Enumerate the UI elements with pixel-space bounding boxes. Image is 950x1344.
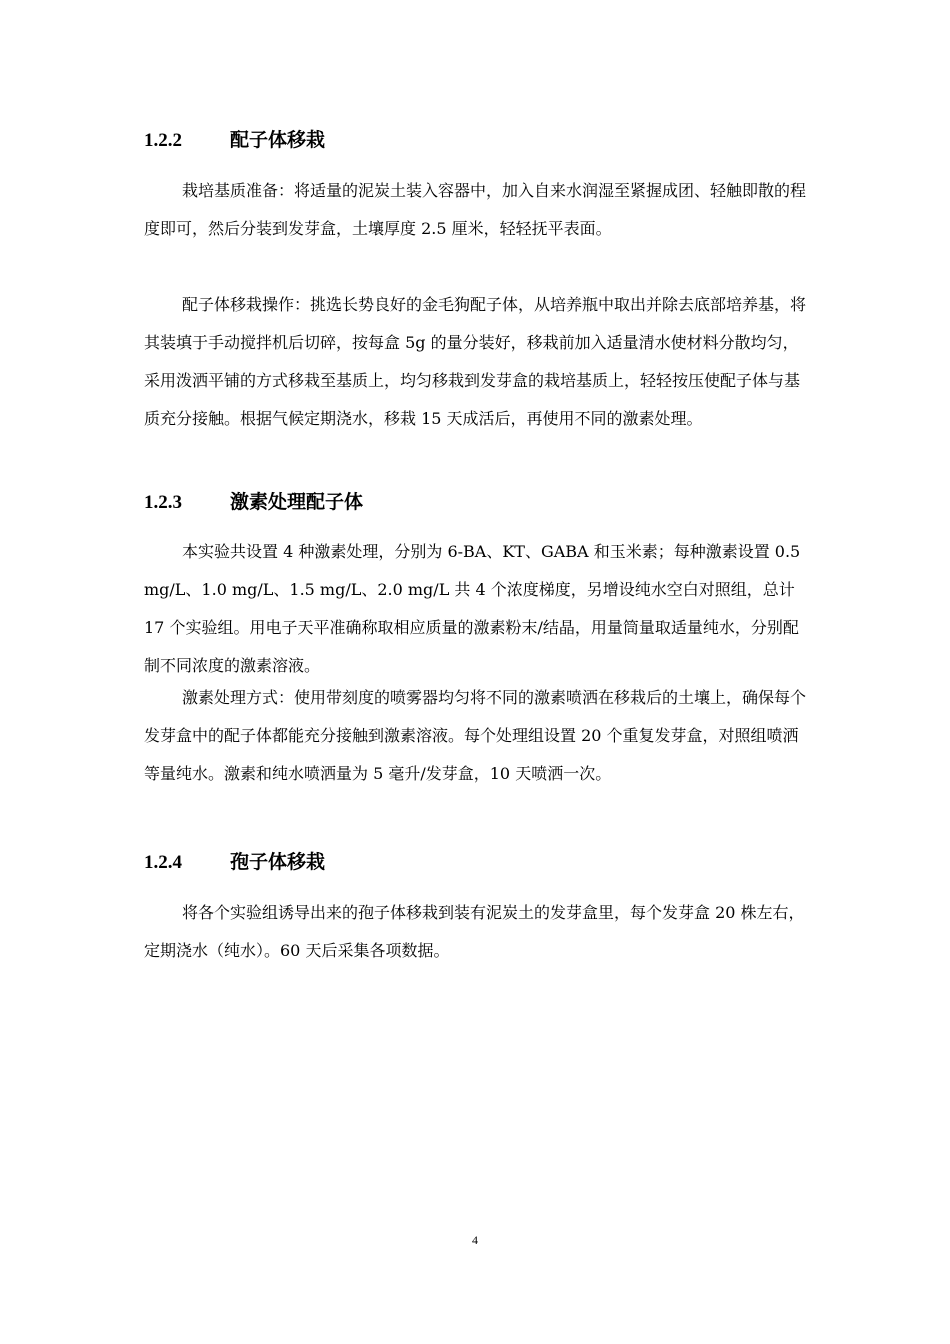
paragraph: 配子体移栽操作：挑选长势良好的金毛狗配子体，从培养瓶中取出并除去底部培养基，将其装填于手动搅拌机后切碎，按每盒 5g 的量分装好，移栽前加入适量清水使材料分散均匀，采用泼洒平铺的方式移栽至基质上，均匀移栽到发芽盒的栽培基质上，轻轻按压使配子体与基质充分接触。根据气候定期浇水，移栽 15 天成活后，再使用不同的激素处理。 (144, 295, 807, 428)
section-heading-1-2-4 (144, 850, 325, 875)
section-heading-1-2-2 (144, 128, 325, 153)
paragraph: 将各个实验组诱导出来的孢子体移栽到装有泥炭土的发芽盒里，每个发芽盒 20 株左右，定期浇水（纯水）。60 天后采集各项数据。 (144, 903, 805, 960)
section-number: 1.2.3 (144, 492, 182, 513)
page-number: 4 (472, 1233, 478, 1247)
paragraph: 激素处理方式：使用带刻度的喷雾器均匀将不同的激素喷洒在移栽后的土壤上，确保每个发芽盒中的配子体都能充分接触到激素溶液。每个处理组设置 20 个重复发芽盒，对照组喷洒等量纯水。激素和纯水喷洒量为 5 毫升/发芽盒，10 天喷洒一次。 (144, 688, 807, 783)
section-number: 1.2.2 (144, 130, 182, 151)
paragraph: 本实验共设置 4 种激素处理，分别为 6-BA、KT、GABA 和玉米素；每种激素设置 0.5 mg/L、1.0 mg/L、1.5 mg/L、2.0 mg/L 共 4 个浓度梯度，另增设纯水空白对照组，总计 17 个实验组。用电子天平准确称取相应质量的激素粉末/结晶，用量筒量取适量纯水，分别配制不同浓度的激素溶液。 (144, 542, 801, 675)
section-title: 配子体移栽 (230, 129, 326, 151)
section-number: 1.2.4 (144, 852, 182, 873)
section-title: 孢子体移栽 (230, 851, 326, 873)
section-heading-1-2-3 (144, 490, 363, 515)
section-title: 激素处理配子体 (230, 491, 364, 513)
paragraph: 栽培基质准备：将适量的泥炭土装入容器中，加入自来水润湿至紧握成团、轻触即散的程度即可，然后分装到发芽盒，土壤厚度 2.5 厘米，轻轻抚平表面。 (144, 181, 807, 238)
